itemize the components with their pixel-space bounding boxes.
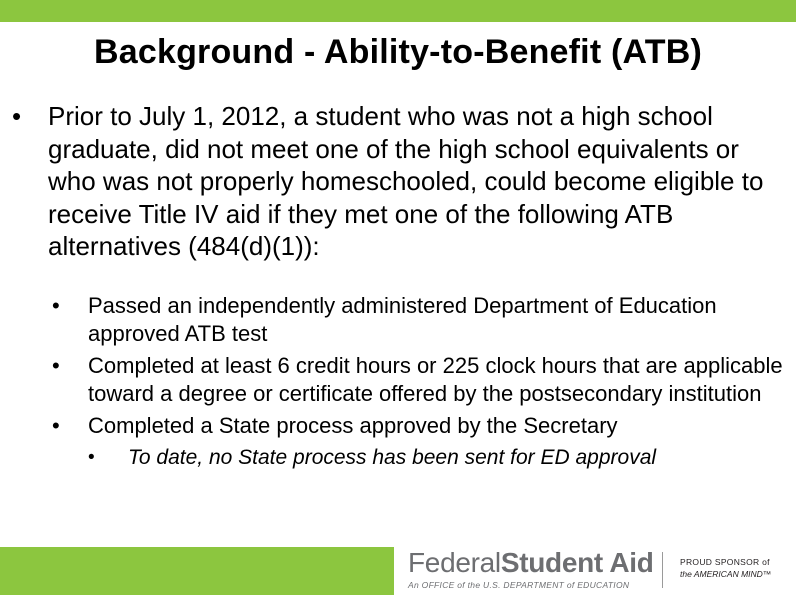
- sub-bullet-list: [52, 292, 788, 472]
- nested-bullet-text: To date, no State process has been sent for ED approval: [128, 446, 657, 469]
- sub-bullet-text: Passed an independently administered Department of Education approved ATB test: [88, 293, 717, 346]
- top-accent-bar: [0, 0, 796, 22]
- bullet-marker: •: [52, 293, 60, 318]
- bottom-accent-bar: [0, 547, 394, 595]
- main-bullet-text: Prior to July 1, 2012, a student who was not a high school graduate, did not meet one of the high school equivalents or who was not properly homeschooled, could become eligible to receive Title IV aid if they met one of the following ATB alternatives (484(d)(1)):: [48, 101, 764, 261]
- logo-divider: [662, 552, 663, 588]
- logo-tagline: An OFFICE of the U.S. DEPARTMENT of EDUCATION: [408, 580, 630, 590]
- sponsor-text: [680, 556, 792, 580]
- bullet-marker: •: [52, 353, 60, 378]
- logo-federal-text: Federal: [408, 547, 501, 578]
- sub-bullet-text: Completed a State process approved by the Secretary: [88, 413, 618, 438]
- logo-wordmark: [408, 548, 652, 578]
- nested-bullet-item: [88, 444, 788, 472]
- sponsor-line-1: PROUD SPONSOR of: [680, 557, 770, 567]
- sub-bullet-item: [52, 352, 788, 408]
- bullet-marker: •: [88, 447, 95, 468]
- sponsor-line-2: the AMERICAN MIND™: [680, 569, 772, 579]
- bullet-marker: •: [12, 101, 22, 131]
- slide-title: Background - Ability-to-Benefit (ATB): [93, 33, 702, 71]
- logo-student-aid-text: Student Aid: [500, 547, 654, 578]
- sub-bullet-item: [52, 292, 788, 348]
- bullet-marker: •: [52, 413, 60, 438]
- sub-bullet-item: [52, 412, 788, 440]
- federal-student-aid-logo: [408, 548, 652, 591]
- sub-bullet-text: Completed at least 6 credit hours or 225 clock hours that are applicable toward a degree or certificate offered by the postsecondary institution: [88, 353, 783, 406]
- main-bullet: [12, 100, 782, 263]
